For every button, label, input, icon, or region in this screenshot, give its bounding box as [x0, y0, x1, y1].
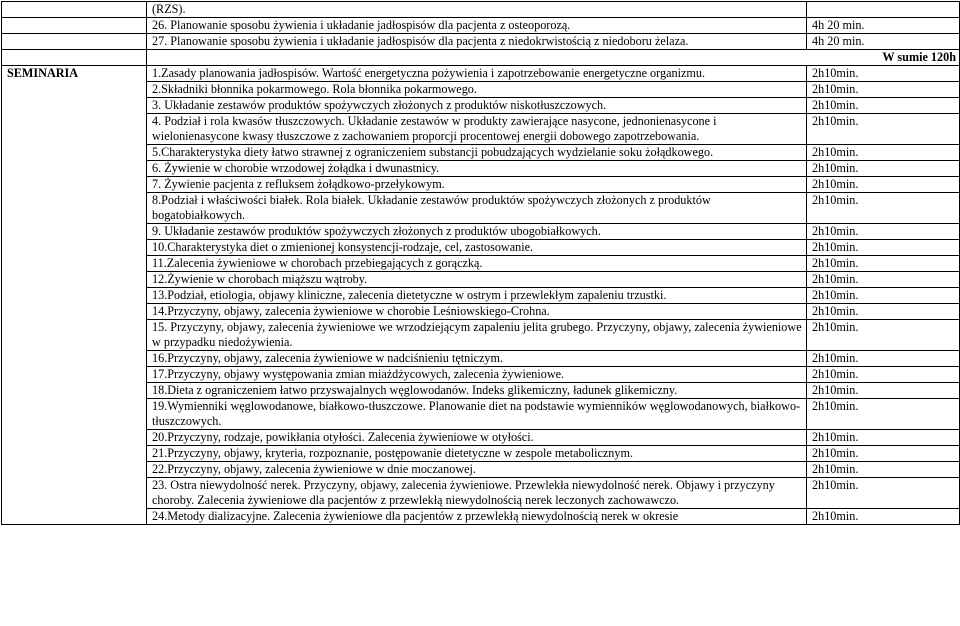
hours-cell: 2h10min.	[807, 399, 960, 430]
hours-cell: 2h10min.	[807, 383, 960, 399]
curriculum-table-body	[2, 2, 960, 525]
topic-cell: 15. Przyczyny, objawy, zalecenia żywieniowe we wrzodziejącym zapaleniu jelita grubego. Przyczyny, objawy, zalecenia żywieniowe w przypadku niedożywienia.	[147, 320, 807, 351]
hours-cell: 2h10min.	[807, 272, 960, 288]
hours-cell: 2h10min.	[807, 430, 960, 446]
section-label-cell	[2, 2, 147, 18]
section-label-cell	[2, 50, 147, 66]
topic-cell: 27. Planowanie sposobu żywienia i układanie jadłospisów dla pacjenta z niedokrwistością z niedoboru żelaza.	[147, 34, 807, 50]
hours-cell: 2h10min.	[807, 193, 960, 224]
hours-cell: 2h10min.	[807, 224, 960, 240]
section-label-cell	[2, 34, 147, 50]
hours-cell: 4h 20 min.	[807, 18, 960, 34]
topic-cell: 4. Podział i rola kwasów tłuszczowych. Układanie zestawów w produkty zawierające nasycone, jednonienasycone i wielonienasycone kwasy tłuszczowe z zachowaniem proporcji procentowej energii dobowego zapotrzebowania.	[147, 114, 807, 145]
hours-cell: 2h10min.	[807, 304, 960, 320]
hours-cell: 2h10min.	[807, 351, 960, 367]
topic-cell: 14.Przyczyny, objawy, zalecenia żywieniowe w chorobie Leśniowskiego-Crohna.	[147, 304, 807, 320]
section-label-cell	[2, 18, 147, 34]
topic-cell: 26. Planowanie sposobu żywienia i układanie jadłospisów dla pacjenta z osteoporozą.	[147, 18, 807, 34]
topic-cell: 11.Zalecenia żywieniowe w chorobach przebiegających z gorączką.	[147, 256, 807, 272]
hours-cell: 2h10min.	[807, 462, 960, 478]
hours-cell: 2h10min.	[807, 161, 960, 177]
total-row	[2, 50, 960, 66]
hours-cell: 2h10min.	[807, 320, 960, 351]
topic-cell: 22.Przyczyny, objawy, zalecenia żywieniowe w dnie moczanowej.	[147, 462, 807, 478]
section-label: SEMINARIA	[2, 66, 147, 525]
table-row	[2, 2, 960, 18]
hours-cell: 2h10min.	[807, 478, 960, 509]
topic-cell: 24.Metody dializacyjne. Zalecenia żywieniowe dla pacjentów z przewlekłą niewydolnością nerek w okresie	[147, 509, 807, 525]
topic-cell: 3. Układanie zestawów produktów spożywczych złożonych z produktów niskotłuszczowych.	[147, 98, 807, 114]
hours-cell: 2h10min.	[807, 177, 960, 193]
topic-cell: 8.Podział i właściwości białek. Rola białek. Układanie zestawów produktów spożywczych złożonych z produktów bogatobiałkowych.	[147, 193, 807, 224]
topic-cell: 2.Składniki błonnika pokarmowego. Rola błonnika pokarmowego.	[147, 82, 807, 98]
topic-cell: 7. Żywienie pacjenta z refluksem żołądkowo-przełykowym.	[147, 177, 807, 193]
topic-cell: 1.Zasady planowania jadłospisów. Wartość energetyczna pożywienia i zapotrzebowanie energetyczne organizmu.	[147, 66, 807, 82]
topic-cell: 9. Układanie zestawów produktów spożywczych złożonych z produktów ubogobiałkowych.	[147, 224, 807, 240]
hours-cell: 2h10min.	[807, 509, 960, 525]
hours-cell: 4h 20 min.	[807, 34, 960, 50]
hours-cell: 2h10min.	[807, 82, 960, 98]
table-row	[2, 18, 960, 34]
topic-cell: 13.Podział, etiologia, objawy kliniczne, zalecenia dietetyczne w ostrym i przewlekłym zapaleniu trzustki.	[147, 288, 807, 304]
topic-cell: 23. Ostra niewydolność nerek. Przyczyny, objawy, zalecenia żywieniowe. Przewlekła niewydolność nerek. Objawy i przyczyny choroby. Zalecenia żywieniowe dla pacjentów z przewlekłą niewydolnością nerek leczonych zachowawczo.	[147, 478, 807, 509]
topic-cell: 10.Charakterystyka diet o zmienionej konsystencji-rodzaje, cel, zastosowanie.	[147, 240, 807, 256]
hours-cell: 2h10min.	[807, 288, 960, 304]
topic-cell: 20.Przyczyny, rodzaje, powikłania otyłości. Zalecenia żywieniowe w otyłości.	[147, 430, 807, 446]
hours-cell: 2h10min.	[807, 446, 960, 462]
table-row	[2, 34, 960, 50]
topic-cell: 21.Przyczyny, objawy, kryteria, rozpoznanie, postępowanie dietetyczne w zespole metabolicznym.	[147, 446, 807, 462]
hours-cell: 2h10min.	[807, 145, 960, 161]
hours-cell: 2h10min.	[807, 256, 960, 272]
hours-cell: 2h10min.	[807, 98, 960, 114]
topic-cell: 16.Przyczyny, objawy, zalecenia żywieniowe w nadciśnieniu tętniczym.	[147, 351, 807, 367]
hours-cell: 2h10min.	[807, 240, 960, 256]
hours-cell: 2h10min.	[807, 367, 960, 383]
curriculum-table	[1, 1, 960, 525]
hours-cell: 2h10min.	[807, 66, 960, 82]
topic-cell: (RZS).	[147, 2, 807, 18]
topic-cell: 17.Przyczyny, objawy występowania zmian miażdżycowych, zalecenia żywieniowe.	[147, 367, 807, 383]
table-row	[2, 66, 960, 82]
hours-cell: 2h10min.	[807, 114, 960, 145]
topic-cell: 19.Wymienniki węglowodanowe, białkowo-tłuszczowe. Planowanie diet na podstawie wymienników węglowodanowych, białkowo-tłuszczowych.	[147, 399, 807, 430]
topic-cell: 18.Dieta z ograniczeniem łatwo przyswajalnych węglowodanów. Indeks glikemiczny, ładunek glikemiczny.	[147, 383, 807, 399]
topic-cell: 5.Charakterystyka diety łatwo strawnej z ograniczeniem substancji pobudzających wydzielanie soku żołądkowego.	[147, 145, 807, 161]
topic-cell: 6. Żywienie w chorobie wrzodowej żołądka i dwunastnicy.	[147, 161, 807, 177]
hours-cell	[807, 2, 960, 18]
topic-cell: 12.Żywienie w chorobach miąższu wątroby.	[147, 272, 807, 288]
total-hours: W sumie 120h	[147, 50, 960, 66]
